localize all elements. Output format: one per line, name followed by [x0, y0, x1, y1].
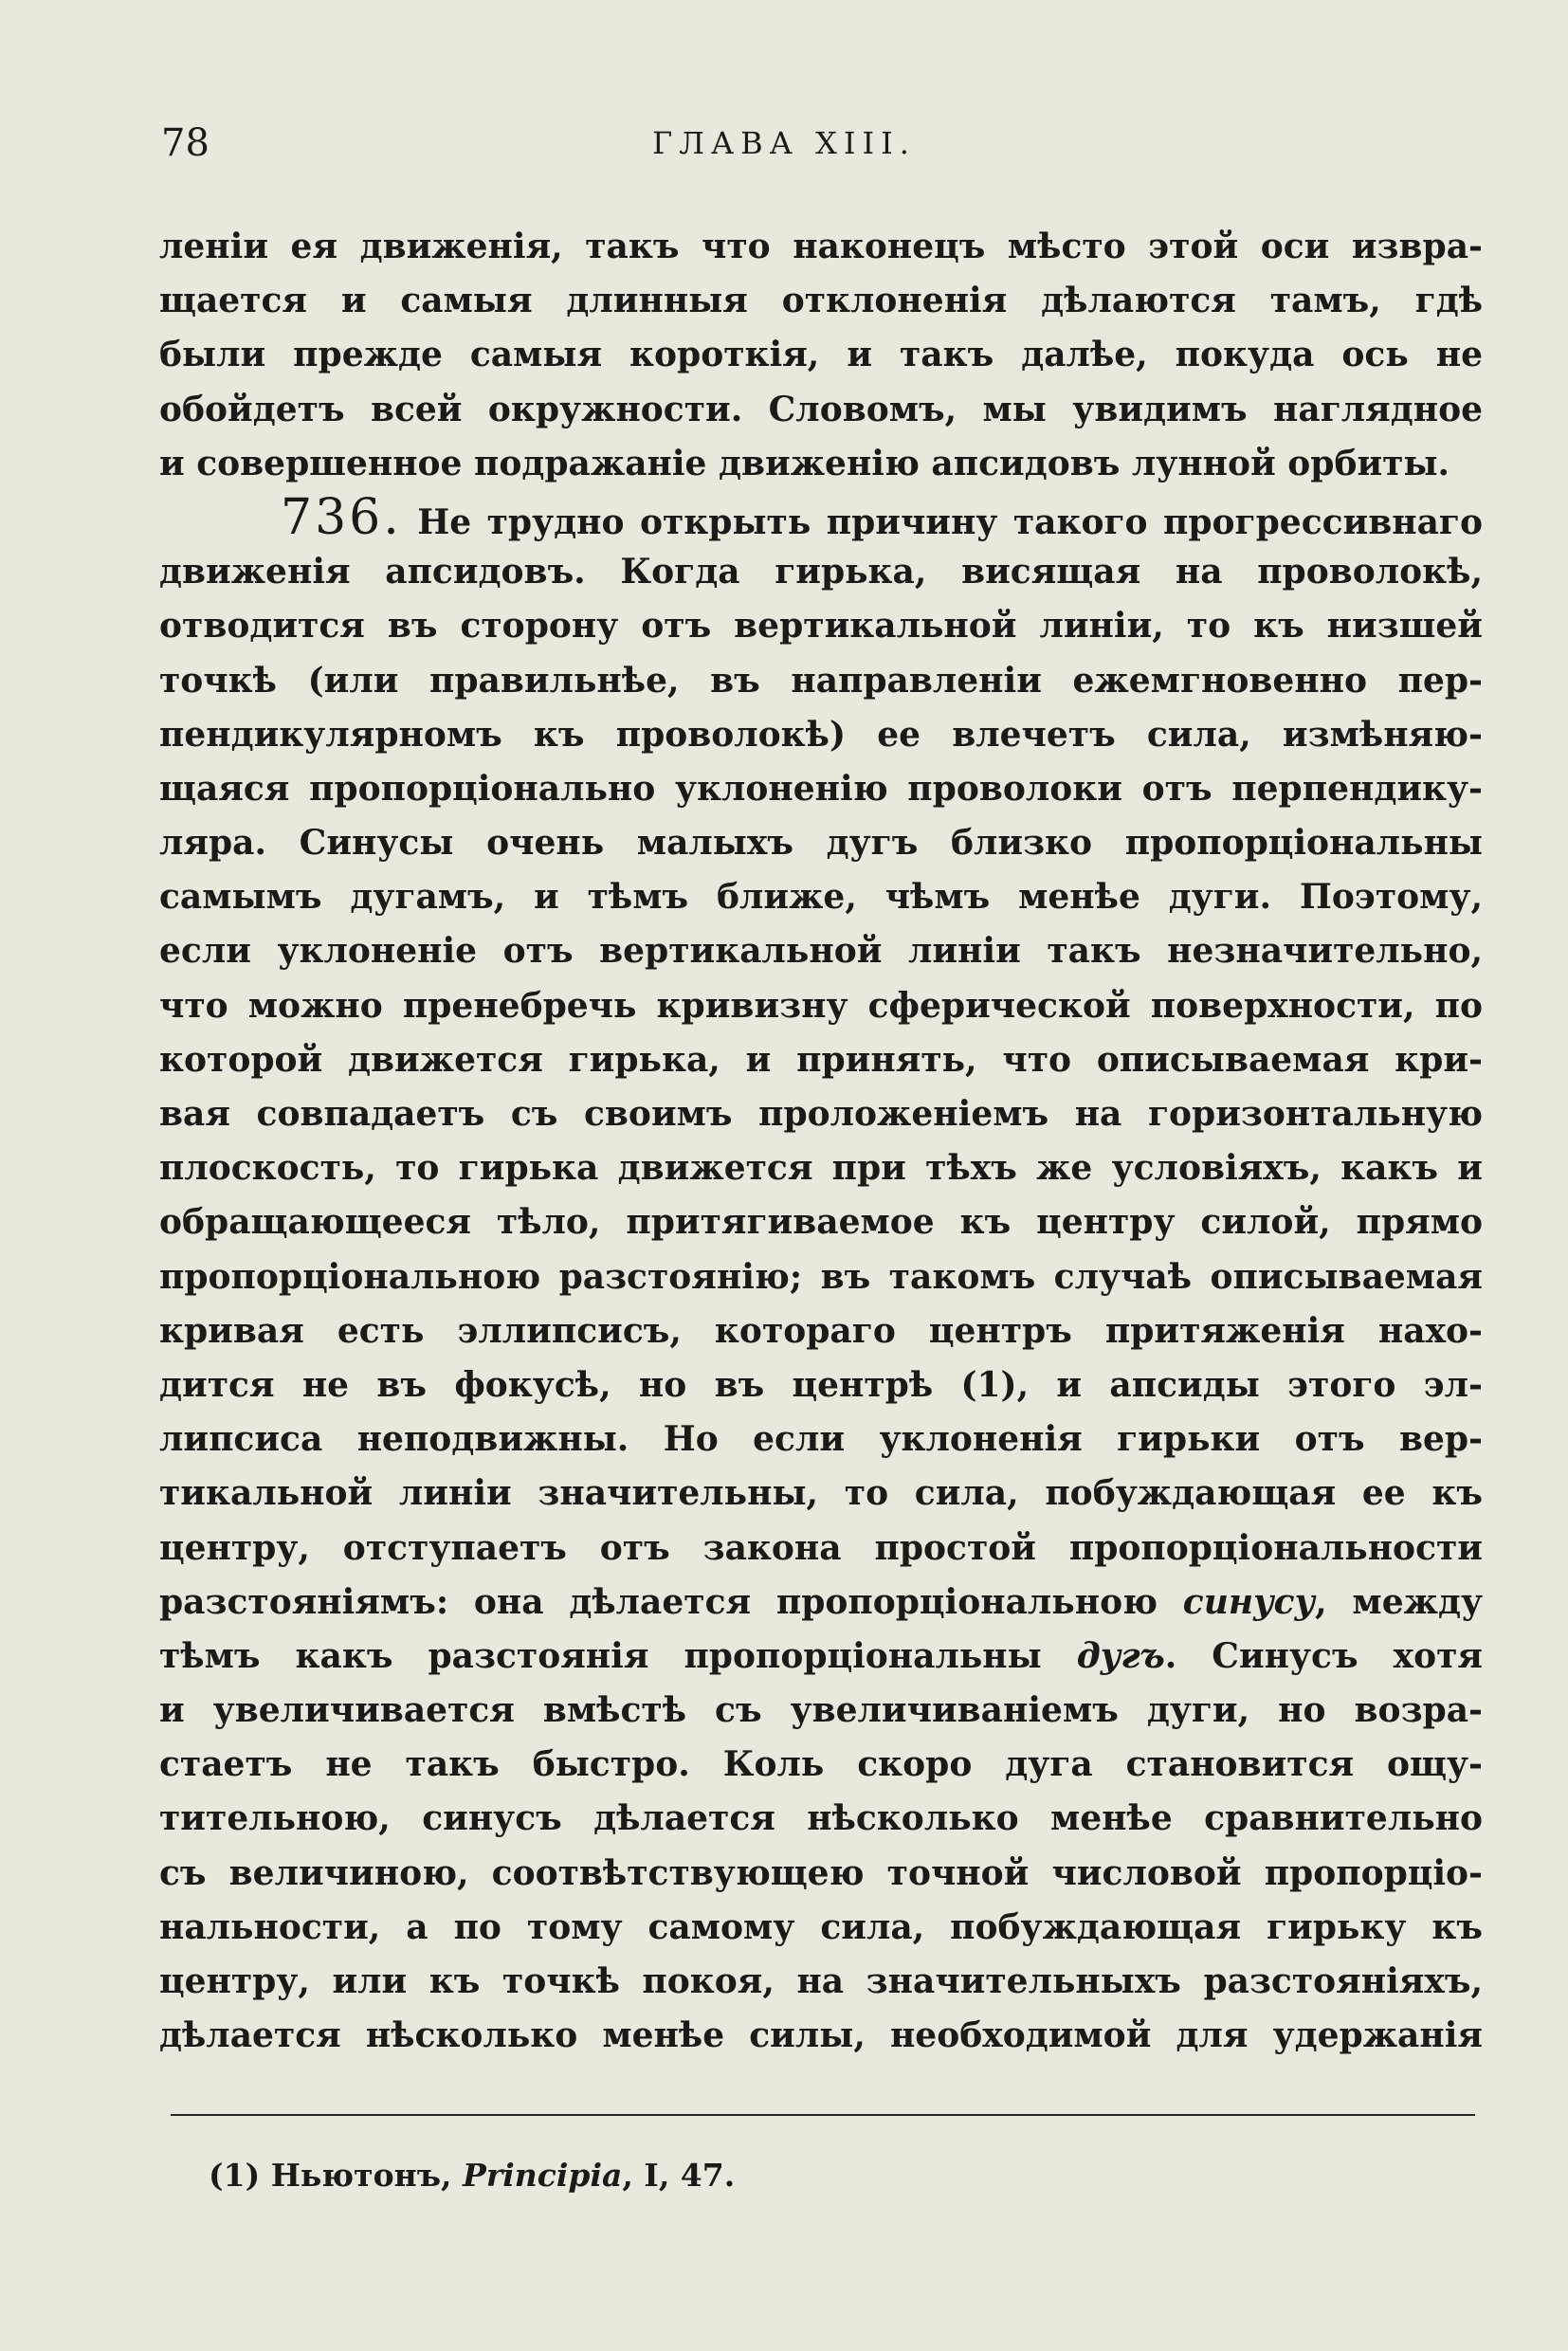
footnote-divider	[171, 2114, 1475, 2116]
text-line: самымъ дугамъ, и тѣмъ ближе, чѣмъ менѣе дуги. Поэтому,	[159, 877, 1483, 918]
text-line	[159, 1630, 1483, 1684]
text-line: центру, отступаетъ отъ закона простой пропорціональности	[159, 1527, 1483, 1568]
text-line: движенія апсидовъ. Когда гирька, висящая на проволокѣ,	[159, 552, 1483, 592]
text-line: дѣлается нѣсколько менѣе силы, необходимой для удержанія	[159, 2015, 1483, 2056]
text-line: пропорціональною разстоянію; въ такомъ случаѣ описываемая	[159, 1256, 1483, 1297]
footnote-work: Principia	[463, 2157, 623, 2194]
chapter-title: ГЛАВА XIII.	[652, 125, 916, 161]
text-line	[159, 1358, 1483, 1412]
text-fragment: дится не въ фокусѣ, но въ центрѣ	[159, 1364, 934, 1405]
text-line: если уклоненіе отъ вертикальной линіи такъ незначительно,	[159, 931, 1483, 972]
text-line: щается и самыя длинныя отклоненія дѣлаются тамъ, гдѣ	[159, 281, 1483, 321]
text-line: центру, или къ точкѣ покоя, на значительныхъ разстояніяхъ,	[159, 1961, 1483, 2001]
italic-word: синусу	[1182, 1581, 1316, 1622]
text-line: которой движется гирька, и принять, что описываемая кри-	[159, 1039, 1483, 1080]
footnote-author: Ньютонъ,	[270, 2157, 452, 2194]
text-fragment: , и апсиды этого эл-	[1016, 1364, 1483, 1405]
italic-word: дугъ	[1076, 1635, 1165, 1676]
text-line: нальности, а по тому самому сила, побуждающая гирьку къ	[159, 1906, 1483, 1947]
text-fragment: , между	[1315, 1581, 1483, 1622]
text-line: обойдетъ всей окружности. Словомъ, мы увидимъ наглядное	[159, 389, 1483, 429]
text-line	[159, 1576, 1483, 1630]
text-line: тикальной линіи значительны, то сила, побуждающая ее къ	[159, 1473, 1483, 1514]
text-line: съ величиною, соотвѣтствующею точной числовой пропорціо-	[159, 1852, 1483, 1893]
text-line: плоскость, то гирька движется при тѣхъ же условіяхъ, какъ и	[159, 1148, 1483, 1189]
text-line: вая совпадаетъ съ своимъ проложеніемъ на горизонтальную	[159, 1094, 1483, 1134]
page-number: 78	[161, 121, 210, 165]
text-line: были прежде самыя короткія, и такъ далѣе, покуда ось не	[159, 335, 1483, 375]
text-line: отводится въ сторону отъ вертикальной линіи, то къ низшей	[159, 606, 1483, 647]
text-line: щаяся пропорціонально уклоненію проволоки отъ перпендику-	[159, 768, 1483, 809]
text-fragment: разстояніямъ: она дѣлается пропорціональною	[159, 1581, 1158, 1622]
body-text	[159, 220, 1483, 2063]
text-line: кривая есть эллипсисъ, котораго центръ притяженія нахо-	[159, 1310, 1483, 1351]
footnote	[209, 2157, 735, 2194]
text-fragment: . Синусъ хотя	[1164, 1635, 1483, 1676]
text-line: точкѣ (или правильнѣе, въ направленіи ежемгновенно пер-	[159, 660, 1483, 701]
text-fragment: Не трудно открыть причину такого прогрессивнаго	[417, 501, 1483, 542]
text-line: леніи ея движенія, такъ что наконецъ мѣсто этой оси извра-	[159, 227, 1483, 266]
text-line: липсиса неподвижны. Но если уклоненія гирьки отъ вер-	[159, 1419, 1483, 1460]
text-fragment: тѣмъ какъ разстоянія пропорціональны	[159, 1635, 1042, 1676]
text-line: и совершенное подражаніе движенію апсидовъ лунной орбиты.	[159, 443, 1450, 483]
text-line: и увеличивается вмѣстѣ съ увеличиваніемъ дуги, но возра-	[159, 1690, 1483, 1731]
running-header	[161, 121, 1407, 178]
paragraph-number: 736.	[281, 488, 402, 546]
text-line: что можно пренебречь кривизну сферической поверхности, по	[159, 985, 1483, 1026]
paragraph-start-line	[159, 488, 1483, 546]
text-line: ляра. Синусы очень малыхъ дугъ близко пропорціональны	[159, 823, 1483, 864]
text-line: пендикулярномъ къ проволокѣ) ее влечетъ сила, измѣняю-	[159, 714, 1483, 755]
footnote-marker: (1)	[209, 2157, 261, 2194]
footnote-reference: (1)	[960, 1364, 1017, 1405]
footnote-ref: , I, 47.	[622, 2157, 736, 2194]
text-line: тительною, синусъ дѣлается нѣсколько менѣе сравнительно	[159, 1798, 1483, 1839]
text-line: обращающееся тѣло, притягиваемое къ центру силой, прямо	[159, 1202, 1483, 1243]
text-line: стаетъ не такъ быстро. Коль скоро дуга становится ощу-	[159, 1744, 1483, 1785]
